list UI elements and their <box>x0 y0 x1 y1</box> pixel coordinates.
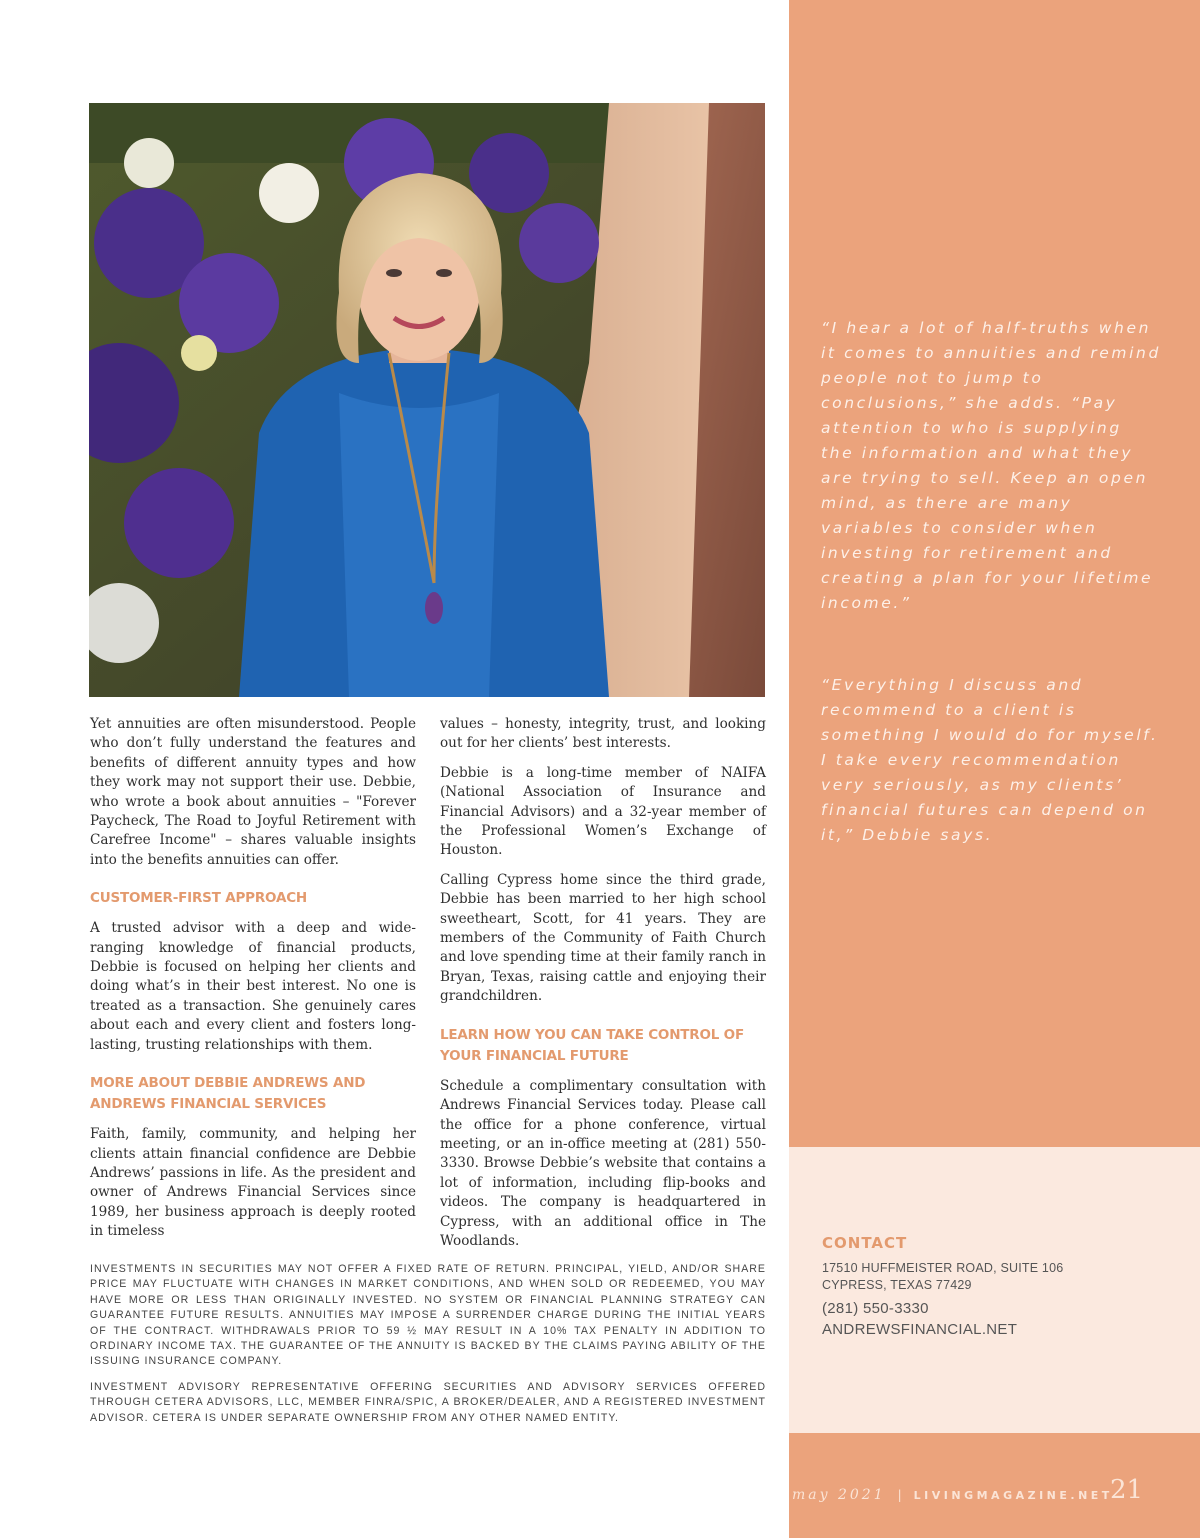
article-column-2 <box>440 715 766 1261</box>
legal-disclaimer <box>90 1262 766 1436</box>
paragraph: Calling Cypress home since the third grade, Debbie has been married to her high school sweetheart, Scott, for 41 years. They are members of the Community of Faith Church and love spending time at their family ranch in Bryan, Texas, raising cattle and enjoying their grandchildren. <box>440 871 766 1005</box>
contact-website[interactable]: ANDREWSFINANCIAL.NET <box>822 1321 1018 1338</box>
pull-quote-2: “Everything I discuss and recommend to a client is something I would do for myself. I take every recommendation very seriously, as my clients’ financial futures can depend on it,” Debbie says. <box>821 676 1159 844</box>
folio <box>792 1487 1113 1503</box>
paragraph: Faith, family, community, and helping her clients attain financial confidence are Debbie Andrews’ passions in life. As the president and owner of Andrews Financial Services since 1989, her business approach is deeply rooted in timeless <box>90 1126 416 1240</box>
disclaimer-paragraph: INVESTMENTS IN SECURITIES MAY NOT OFFER A FIXED RATE OF RETURN. PRINCIPAL, YIELD, AND/OR SHARE PRICE MAY FLUCTUATE WITH CHANGES IN MARKET CONDITIONS, AND WHEN SOLD OR REDEEMED, YOU MAY HAVE MORE OR LESS THAN ORIGINALLY INVESTED. NO SYSTEM OR FINANCIAL PLANNING STRATEGY CAN GUARANTEE FUTURE RESULTS. ANNUITIES MAY IMPOSE A SURRENDER CHARGE DURING THE INITIAL YEARS OF THE CONTRACT. WITHDRAWALS PRIOR TO 59 ½ MAY RESULT IN A 10% TAX PENALTY IN ADDITION TO ORDINARY INCOME TAX. THE GUARANTEE OF THE ANNUITY IS BACKED BY THE CLAIMS PAYING ABILITY OF THE ISSUING INSURANCE COMPANY. <box>90 1263 766 1368</box>
folio-separator: | <box>897 1488 902 1502</box>
contact-address-line-1: 17510 HUFFMEISTER ROAD, SUITE 106 <box>822 1261 1064 1275</box>
section-heading: CUSTOMER-FIRST APPROACH <box>90 890 308 907</box>
paragraph: A trusted advisor with a deep and wide-ranging knowledge of financial products, Debbie is focused on helping her clients and doing what’s in their best interest. No one is treated as a transaction. She genuinely cares about each and every client and fosters long-lasting, trusting relationships with them. <box>90 920 416 1053</box>
paragraph: Schedule a complimentary consultation with Andrews Financial Services today. Please call the office for a phone conference, virtual meeting, or an in-office meeting at (281) 550-3330. Browse Debbie’s website that contains a lot of information, including flip-books and videos. The company is headquartered in Cypress, with an additional office in The Woodlands. <box>440 1077 766 1249</box>
disclaimer-paragraph: INVESTMENT ADVISORY REPRESENTATIVE OFFERING SECURITIES AND ADVISORY SERVICES OFFERED THROUGH CETERA ADVISORS, LLC, MEMBER FINRA/SPIC, A BROKER/DEALER, AND A REGISTERED INVESTMENT ADVISOR. CETERA IS UNDER SEPARATE OWNERSHIP FROM ANY OTHER NAMED ENTITY. <box>90 1380 766 1424</box>
portrait-illustration <box>89 103 765 697</box>
contact-phone[interactable]: (281) 550-3330 <box>822 1300 929 1317</box>
paragraph: values – honesty, integrity, trust, and looking out for her clients’ best interests. <box>440 716 766 752</box>
contact-heading: CONTACT <box>822 1234 908 1252</box>
pull-quote-1: “I hear a lot of half-truths when it comes to annuities and remind people not to jump to conclusions,” she adds. “Pay attention to who is supplying the information and what they are trying to sell. Keep an open mind, as there are many variables to consider when investing for retirement and creating a plan for your lifetime income.” <box>821 319 1161 612</box>
magazine-website[interactable]: LIVINGMAGAZINE.NET <box>913 1488 1113 1502</box>
paragraph: Debbie is a long-time member of NAIFA (National Association of Insurance and Financial Advisors) and a 32-year member of the Professional Women’s Exchange of Houston. <box>440 764 766 859</box>
portrait-photo <box>89 103 765 697</box>
article-column-1 <box>90 715 416 1252</box>
page-number: 21 <box>1110 1475 1144 1505</box>
paragraph: Yet annuities are often misunderstood. People who don’t fully understand the features and benefits of different annuity types and how they work may not support their use. Debbie, who wrote a book about annuities – "Forever Paycheck, The Road to Joyful Retirement with Carefree Income" – shares valuable insights into the benefits annuities can offer. <box>90 716 416 868</box>
contact-address-line-2: CYPRESS, TEXAS 77429 <box>822 1278 972 1292</box>
section-heading: MORE ABOUT DEBBIE ANDREWS AND ANDREWS FINANCIAL SERVICES <box>90 1075 366 1113</box>
section-heading: LEARN HOW YOU CAN TAKE CONTROL OF YOUR FINANCIAL FUTURE <box>440 1026 744 1064</box>
issue-month: may 2021 <box>792 1487 886 1503</box>
